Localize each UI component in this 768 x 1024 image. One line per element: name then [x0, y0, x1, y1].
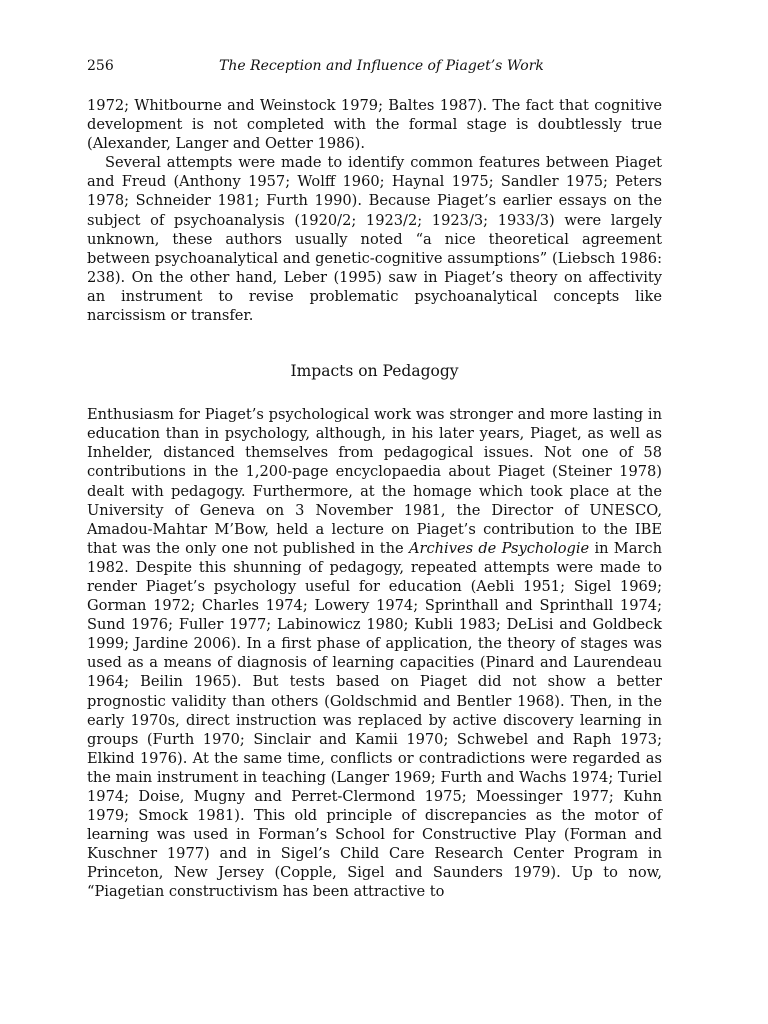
page-number: 256	[87, 58, 114, 74]
paragraph-continued: 1972; Whitbourne and Weinstock 1979; Baltes 1987). The fact that cognitive development is not completed with the formal stage is doubtlessly true (Alexander, Langer and Oetter 1986).	[87, 97, 662, 153]
journal-title-italic: Archives de Psychologie	[408, 539, 590, 557]
section-heading: Impacts on Pedagogy	[290, 362, 459, 381]
paragraph-pedagogy-part2: in March 1982. Despite this shunning of pedagogy, repeated attempts were made to render Piaget’s psychology useful for education (Aebli 1951; Sigel 1969; Gorman 1972; Charles 1974; Lowery 1974; Sprinthall and Sprinthall 1974; Sund 1976; Fuller 1977; Labinowicz 1980; Kubli 1983; DeLisi and Goldbeck 1999; Jardine 2006). In a first phase of application, the theory of stages was used as a means of diagnosis of learning capacities (Pinard and Laurendeau 1964; Beilin 1965). But tests based on Piaget did not show a better prognostic validity than others (Goldschmid and Bentler 1968). Then, in the early 1970s, direct instruction was replaced by active discovery learning in groups (Furth 1970; Sinclair and Kamii 1970; Schwebel and Raph 1973; Elkind 1976). At the same time, conflicts or contradictions were regarded as the main instrument in teaching (Langer 1969; Furth and Wachs 1974; Turiel 1974; Doise, Mugny and Perret-Clermond 1975; Moessinger 1977; Kuhn 1979; Smock 1981). This old principle of discrepancies as the motor of learning was used in Forman’s School for Constructive Play (Forman and Kuschner 1977) and in Sigel’s Child Care Research Center Program in Princeton, New Jersey (Copple, Sigel and Saunders 1979). Up to now, “Piagetian constructivism has been attractive to	[87, 539, 662, 901]
paragraph-psychoanalysis: Several attempts were made to identify common features between Piaget and Freud (Anthony 1957; Wolff 1960; Haynal 1975; Sandler 1975; Peters 1978; Schneider 1981; Furth 1990). Because Piaget’s earlier essays on the subject of psychoanalysis (1920/2; 1923/2; 1923/3; 1933/3) were largely unknown, these authors usually noted “a nice theoretical agreement between psychoanalytical and genetic-cognitive assumptions” (Liebsch 1986: 238). On the other hand, Leber (1995) saw in Piaget’s theory on affectivity an instrument to revise problematic psychoanalytical concepts like narcissism or transfer.	[87, 154, 662, 325]
running-title: The Reception and Influence of Piaget’s Work	[219, 58, 544, 74]
running-head	[87, 56, 662, 80]
paragraph-pedagogy-part1: Enthusiasm for Piaget’s psychological work was stronger and more lasting in education than in psychology, although, in his later years, Piaget, as well as Inhelder, distanced themselves from pedagogical issues. Not one of 58 contributions in the 1,200-page encyclopaedia about Piaget (Steiner 1978) dealt with pedagogy. Furthermore, at the homage which took place at the University of Geneva on 3 November 1981, the Director of UNESCO, Amadou-Mahtar M’Bow, held a lecture on Piaget’s contribution to the IBE that was the only one not published in the	[87, 406, 662, 557]
paragraph-pedagogy	[87, 405, 662, 901]
book-page	[87, 56, 662, 902]
